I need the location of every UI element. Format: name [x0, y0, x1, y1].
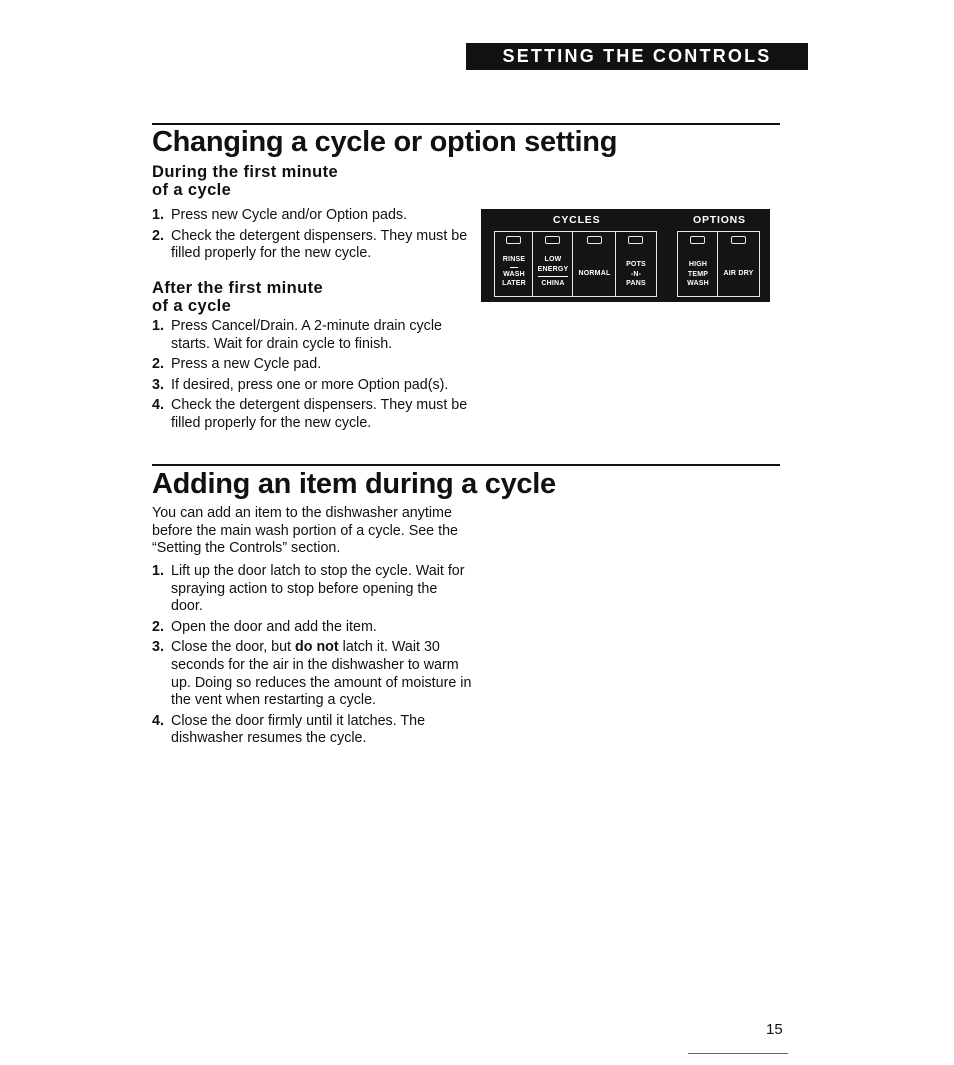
- options-label: OPTIONS: [693, 214, 746, 226]
- indicator-light-icon: [690, 236, 705, 244]
- list-item: 3. Close the door, but do not latch it. Wait 30 seconds for the air in the dishwasher to warm up. Doing so reduces the amount of moisture in the vent when restarting a cycle.: [152, 639, 472, 709]
- list-item: 1. Lift up the door latch to stop the cycle. Wait for spraying action to stop before opening the door.: [152, 563, 465, 615]
- cycles-label: CYCLES: [553, 214, 601, 226]
- list-item: 2. Check the detergent dispensers. They must be filled properly for the new cycle.: [152, 227, 468, 262]
- list-item: 1. Press new Cycle and/or Option pads.: [152, 207, 408, 223]
- low-energy-china-pad: LOW ENERGY CHINA: [532, 231, 574, 297]
- list-item: 1. Press Cancel/Drain. A 2-minute drain cycle starts. Wait for drain cycle to finish.: [152, 318, 442, 352]
- page-number: 15: [766, 1021, 783, 1038]
- adding-item-steps: [152, 563, 472, 751]
- section-divider: [152, 464, 780, 466]
- list-item: 4. Close the door firmly until it latches. The dishwasher resumes the cycle.: [152, 712, 426, 747]
- during-first-minute-steps: [152, 207, 472, 266]
- list-item: 2. Press a new Cycle pad.: [152, 356, 322, 373]
- control-panel-illustration: [481, 209, 770, 302]
- rinse-wash-later-pad: RINSE WASH LATER: [494, 231, 534, 297]
- list-item: 3. If desired, press one or more Option pad(s).: [152, 376, 449, 393]
- normal-pad: NORMAL: [572, 231, 617, 297]
- pots-n-pans-pad: POTS -N- PANS: [615, 231, 657, 297]
- section-banner: SETTING THE CONTROLS: [466, 43, 808, 70]
- list-item: 4. Check the detergent dispensers. They must be filled properly for the new cycle.: [152, 397, 468, 431]
- air-dry-pad: AIR DRY: [717, 231, 760, 297]
- section-divider: [152, 123, 780, 125]
- indicator-light-icon: [506, 236, 521, 244]
- list-item: 2. Open the door and add the item.: [152, 618, 377, 635]
- subheading-during-first-minute: During the first minute of a cycle: [152, 163, 339, 199]
- adding-intro-paragraph: You can add an item to the dishwasher anytime before the main wash portion of a cycle. See the “Setting the Controls” section.: [152, 505, 458, 557]
- subheading-after-first-minute: After the first minute of a cycle: [152, 279, 324, 315]
- section-title-adding: Adding an item during a cycle: [152, 468, 556, 500]
- after-first-minute-steps: [152, 318, 472, 436]
- indicator-light-icon: [731, 236, 746, 244]
- section-title-changing: Changing a cycle or option setting: [152, 126, 618, 158]
- indicator-light-icon: [545, 236, 560, 244]
- indicator-light-icon: [628, 236, 643, 244]
- scan-artifact-line: [688, 1053, 788, 1054]
- high-temp-wash-pad: HIGH TEMP WASH: [677, 231, 719, 297]
- indicator-light-icon: [587, 236, 602, 244]
